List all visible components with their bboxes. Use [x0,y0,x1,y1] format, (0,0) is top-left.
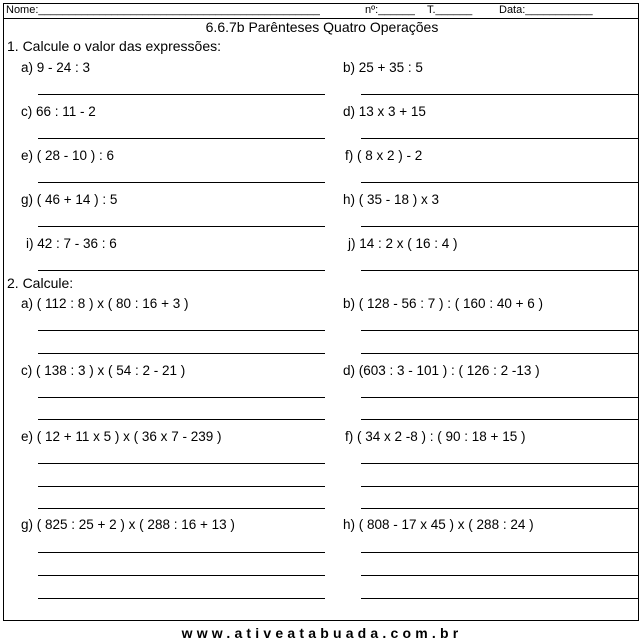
exercise-1f: f) ( 8 x 2 ) - 2 [345,148,423,163]
answer-line [38,463,325,464]
exercise-2d: d) (603 : 3 - 101 ) : ( 126 : 2 -13 ) [343,363,540,378]
worksheet-title: 6.6.7b Parênteses Quatro Operações [205,19,439,35]
answer-line [38,182,325,183]
exercise-1h: h) ( 35 - 18 ) x 3 [343,192,440,207]
exercise-2c: c) ( 138 : 3 ) x ( 54 : 2 - 21 ) [21,363,186,378]
answer-line [361,94,638,95]
answer-line [361,226,638,227]
answer-line [38,270,325,271]
exercise-1b: b) 25 + 35 : 5 [343,60,423,75]
answer-line [361,575,638,576]
exercise-2f: f) ( 34 x 2 -8 ) : ( 90 : 18 + 15 ) [345,429,526,444]
answer-line [361,182,638,183]
answer-line [38,397,325,398]
exercise-1j: j) 14 : 2 x ( 16 : 4 ) [348,236,458,251]
answer-line [38,226,325,227]
answer-line [38,552,325,553]
answer-line [361,397,638,398]
answer-line [38,575,325,576]
exercise-1c: c) 66 : 11 - 2 [21,104,96,119]
answer-line [38,138,325,139]
exercise-2h: h) ( 808 - 17 x 45 ) x ( 288 : 24 ) [343,517,534,532]
exercise-2g: g) ( 825 : 25 + 2 ) x ( 288 : 16 + 13 ) [21,517,235,532]
answer-line [38,598,325,599]
number-field: nº:______ [365,4,415,16]
date-field: Data:___________ [499,4,593,16]
exercise-1d: d) 13 x 3 + 15 [343,104,426,119]
answer-line [38,419,325,420]
answer-line [361,598,638,599]
answer-line [38,330,325,331]
section-2-heading: 2. Calcule: [7,275,74,291]
answer-line [361,486,638,487]
answer-line [361,552,638,553]
answer-line [38,94,325,95]
name-field: Nome:______________________________________________ [6,4,320,16]
exercise-1a: a) 9 - 24 : 3 [21,60,91,75]
answer-line [361,270,638,271]
exercise-2b: b) ( 128 - 56 : 7 ) : ( 160 : 40 + 6 ) [343,296,543,311]
class-field: T.______ [427,4,473,16]
exercise-1g: g) ( 46 + 14 ) : 5 [21,192,118,207]
section-1-heading: 1. Calcule o valor das expressões: [7,38,221,54]
answer-line [38,508,325,509]
exercise-1i: i) 42 : 7 - 36 : 6 [26,236,117,251]
answer-line [361,508,638,509]
website-footer: www.ativeatabuada.com.br [181,625,463,641]
answer-line [361,463,638,464]
exercise-1e: e) ( 28 - 10 ) : 6 [21,148,115,163]
answer-line [361,353,638,354]
answer-line [361,330,638,331]
answer-line [361,419,638,420]
answer-line [361,138,638,139]
exercise-2e: e) ( 12 + 11 x 5 ) x ( 36 x 7 - 239 ) [21,429,222,444]
answer-line [38,486,325,487]
exercise-2a: a) ( 112 : 8 ) x ( 80 : 16 + 3 ) [21,296,189,311]
answer-line [38,353,325,354]
